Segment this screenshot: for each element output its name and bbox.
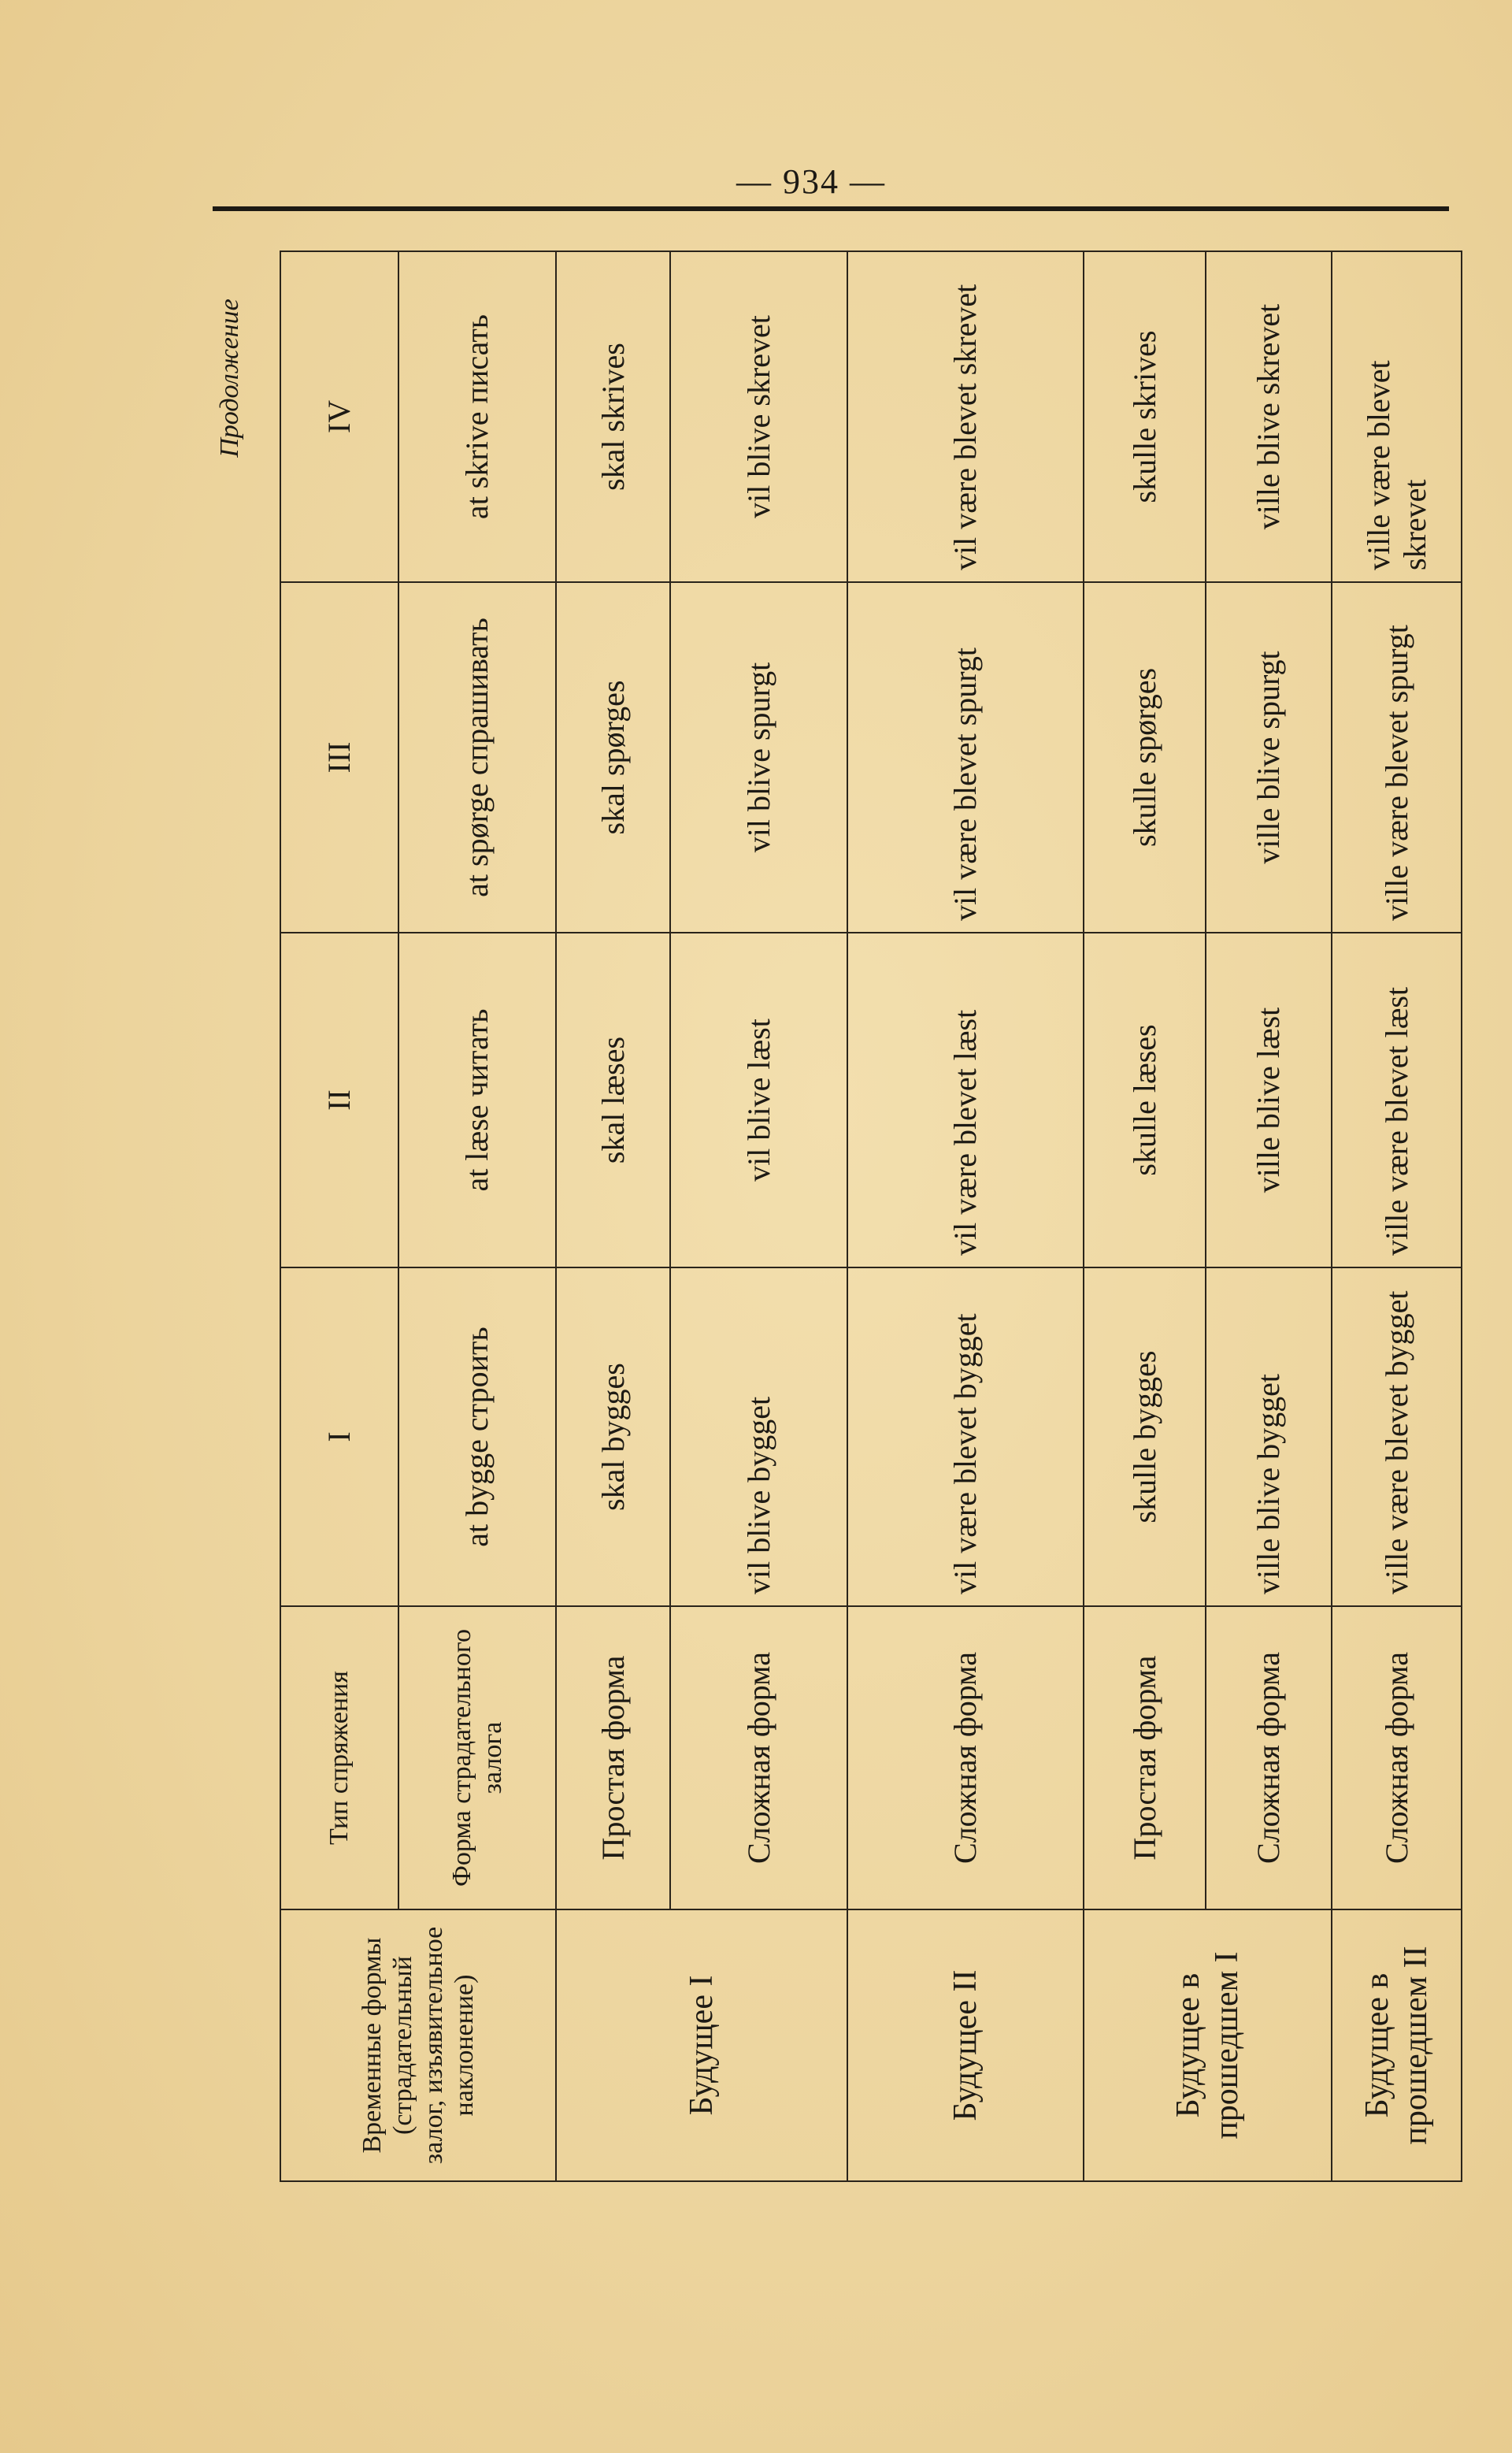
form-cell: Сложная форма (1206, 1606, 1332, 1909)
table-row (847, 251, 1084, 2181)
page-number: — 934 — (736, 162, 886, 201)
table-cell: vil blive spurgt (670, 582, 847, 933)
table-cell: skulle bygges (1084, 1267, 1206, 1606)
table-row (1084, 251, 1206, 2181)
infinitive-IV: at skrive писать (398, 251, 556, 582)
infinitive-III: at spørge спрашивать (398, 582, 556, 933)
table-cell: skal læses (556, 933, 670, 1267)
table-cell: ville være blevet bygget (1332, 1267, 1462, 1606)
form-cell: Простая форма (556, 1606, 670, 1909)
table-cell: ville blive skrevet (1206, 251, 1332, 582)
table-cell: skulle skrives (1084, 251, 1206, 582)
table-cell: skal skrives (556, 251, 670, 582)
tense-cell: Будущее в прошедшем I (1084, 1909, 1332, 2181)
table-cell: vil være blevet skrevet (847, 251, 1084, 582)
form-cell: Простая форма (1084, 1606, 1206, 1909)
top-rule (213, 206, 1449, 211)
tense-cell: Будущее в прошедшем II (1332, 1909, 1462, 2181)
table-cell: ville blive bygget (1206, 1267, 1332, 1606)
table-cell: skal spørges (556, 582, 670, 933)
table-cell: vil blive bygget (670, 1267, 847, 1606)
tense-cell: Будущее II (847, 1909, 1084, 2181)
table-row-infinitives (398, 251, 556, 2181)
table-cell: vil være blevet bygget (847, 1267, 1084, 1606)
form-cell: Сложная форма (847, 1606, 1084, 1909)
table-cell: ville blive spurgt (1206, 582, 1332, 933)
form-cell: Сложная форма (670, 1606, 847, 1909)
infinitive-I: at bygge строить (398, 1267, 556, 1606)
continuation-label (206, 268, 254, 488)
tense-column-header: Временные формы (страдательный залог, изъявительное наклонение) (280, 1909, 556, 2181)
table-cell: ville være blevet læst (1332, 933, 1462, 1267)
table-row (1206, 251, 1332, 2181)
table-cell: vil være blevet læst (847, 933, 1084, 1267)
table-cell: skulle spørges (1084, 582, 1206, 933)
table-row (670, 251, 847, 2181)
type-IV: IV (280, 251, 398, 582)
table-row (1332, 251, 1462, 2181)
conjugation-table (280, 250, 1462, 2182)
table-cell: skulle læses (1084, 933, 1206, 1267)
type-I: I (280, 1267, 398, 1606)
table-cell: vil blive skrevet (670, 251, 847, 582)
table-cell: ville være blevet skrevet (1332, 251, 1462, 582)
type-II: II (280, 933, 398, 1267)
tense-cell: Будущее I (556, 1909, 847, 2181)
table-cell: ville blive læst (1206, 933, 1332, 1267)
type-label: Тип спряжения (280, 1606, 398, 1909)
table-cell: vil være blevet spurgt (847, 582, 1084, 933)
infinitive-II: at læse читать (398, 933, 556, 1267)
table-row (556, 251, 670, 2181)
passive-form-label: Форма страдательного залога (398, 1606, 556, 1909)
table-row-type (280, 251, 398, 2181)
type-III: III (280, 582, 398, 933)
table-cell: vil blive læst (670, 933, 847, 1267)
table-cell: skal bygges (556, 1267, 670, 1606)
continuation-text: Продолжение (215, 299, 244, 458)
form-cell: Сложная форма (1332, 1606, 1462, 1909)
conjugation-table-wrapper (280, 252, 1461, 2182)
table-cell: ville være blevet spurgt (1332, 582, 1462, 933)
